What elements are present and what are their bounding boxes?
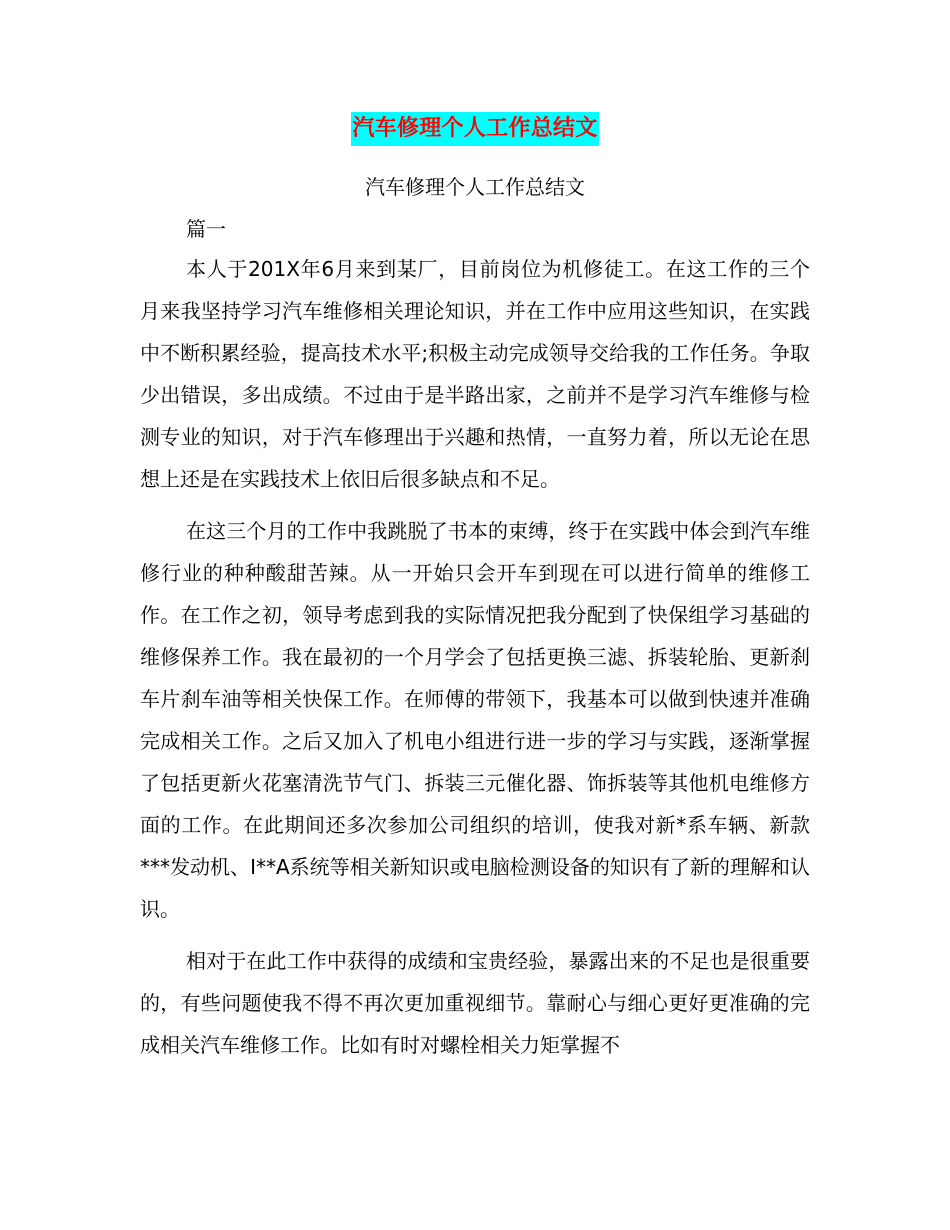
body-paragraph-2: 在这三个月的工作中我跳脱了书本的束缚，终于在实践中体会到汽车维修行业的种种酸甜苦辣。从一开始只会开车到现在可以进行简单的维修工作。在工作之初，领导考虑到我的实际情况把我分配到了快保组学习基础的维修保养工作。我在最初的一个月学会了包括更换三滤、拆装轮胎、更新刹车片刹车油等相关快保工作。在师傅的带领下，我基本可以做到快速并准确完成相关工作。之后又加入了机电小组进行进一步的学习与实践，逐渐掌握了包括更新火花塞清洗节气门、拆装三元催化器、饰拆装等其他机电维修方面的工作。在此期间还多次参加公司组织的培训，使我对新*系车辆、新款***发动机、I**A系统等相关新知识或电脑检测设备的知识有了新的理解和认识。 [140, 519, 810, 921]
document-title: 汽车修理个人工作总结文 [351, 112, 598, 146]
body-paragraph-3: 相对于在此工作中获得的成绩和宝贵经验，暴露出来的不足也是很重要的，有些问题使我不得不再次更加重视细节。靠耐心与细心更好更准确的完成相关汽车维修工作。比如有时对螺栓相关力矩掌握不 [140, 949, 810, 1057]
body-paragraph-1: 本人于201X年6月来到某厂，目前岗位为机修徒工。在这工作的三个月来我坚持学习汽车维修相关理论知识，并在工作中应用这些知识，在实践中不断积累经验，提高技术水平;积极主动完成领导交给我的工作任务。争取少出错误，多出成绩。不过由于是半路出家，之前并不是学习汽车维修与检测专业的知识，对于汽车修理出于兴趣和热情，一直努力着，所以无论在思想上还是在实践技术上依旧后很多缺点和不足。 [140, 257, 810, 491]
section-label: 篇一 [186, 217, 226, 241]
document-subtitle: 汽车修理个人工作总结文 [365, 175, 585, 199]
document-page [140, 108, 810, 1066]
document-title-block [140, 108, 810, 152]
